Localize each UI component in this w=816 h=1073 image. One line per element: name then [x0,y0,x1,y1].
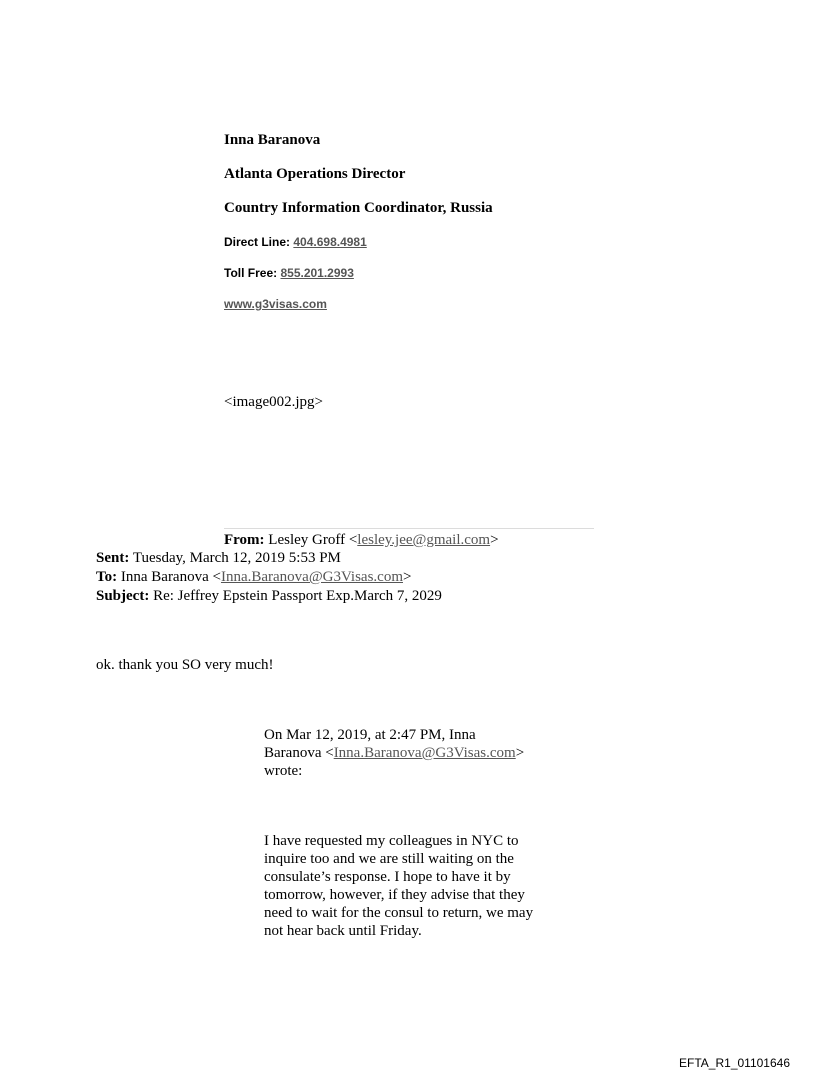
to-name: Inna Baranova < [120,569,221,585]
subject-line [96,587,442,605]
from-email-link[interactable]: lesley.jee@gmail.com [357,532,491,548]
direct-line [224,235,367,249]
direct-line-label: Direct Line: [224,235,291,249]
document-id: EFTA_R1_01101646 [679,1056,790,1070]
sent-label: Sent: [96,550,130,566]
quoted-intro [264,726,564,780]
subject-label: Subject: [96,588,150,604]
to-email-link[interactable]: Inna.Baranova@G3Visas.com [220,569,403,585]
quoted-message-line: need to wait for the consul to return, we may [264,905,534,921]
toll-free-label: Toll Free: [224,266,278,280]
signature-name: Inna Baranova [224,132,321,148]
quoted-intro-sender [264,744,564,762]
reply-text: ok. thank you SO very much! [96,657,274,673]
quoted-message-line: consulate’s response. I hope to have it by [264,869,511,885]
quoted-sender-close: > [515,745,525,761]
signature-title: Atlanta Operations Director [224,166,406,182]
image-placeholder: <image002.jpg> [224,394,323,410]
website-line [224,297,327,311]
header-separator [224,528,594,529]
from-line [224,531,499,549]
from-close: > [490,532,499,548]
direct-line-link[interactable]: 404.698.4981 [293,235,367,249]
toll-free-line [224,266,354,280]
to-label: To: [96,569,118,585]
quoted-intro-line: On Mar 12, 2019, at 2:47 PM, Inna [264,727,476,743]
to-line [96,568,411,586]
website-link[interactable]: www.g3visas.com [224,297,327,311]
quoted-message-line: tomorrow, however, if they advise that they [264,887,525,903]
to-close: > [403,569,412,585]
quoted-message-line: I have requested my colleagues in NYC to [264,833,519,849]
quoted-message-line: not hear back until Friday. [264,923,422,939]
quoted-sender-name: Baranova < [264,745,334,761]
quoted-message [264,832,564,940]
sent-value: Tuesday, March 12, 2019 5:53 PM [132,550,341,566]
quoted-intro-wrote: wrote: [264,763,303,779]
quoted-message-line: inquire too and we are still waiting on the [264,851,514,867]
from-label: From: [224,532,265,548]
from-name: Lesley Groff < [268,532,358,548]
quoted-sender-email-link[interactable]: Inna.Baranova@G3Visas.com [333,745,516,761]
sent-line [96,549,341,567]
subject-value: Re: Jeffrey Epstein Passport Exp.March 7, 2029 [153,588,442,604]
signature-role: Country Information Coordinator, Russia [224,200,493,216]
toll-free-link[interactable]: 855.201.2993 [280,266,354,280]
